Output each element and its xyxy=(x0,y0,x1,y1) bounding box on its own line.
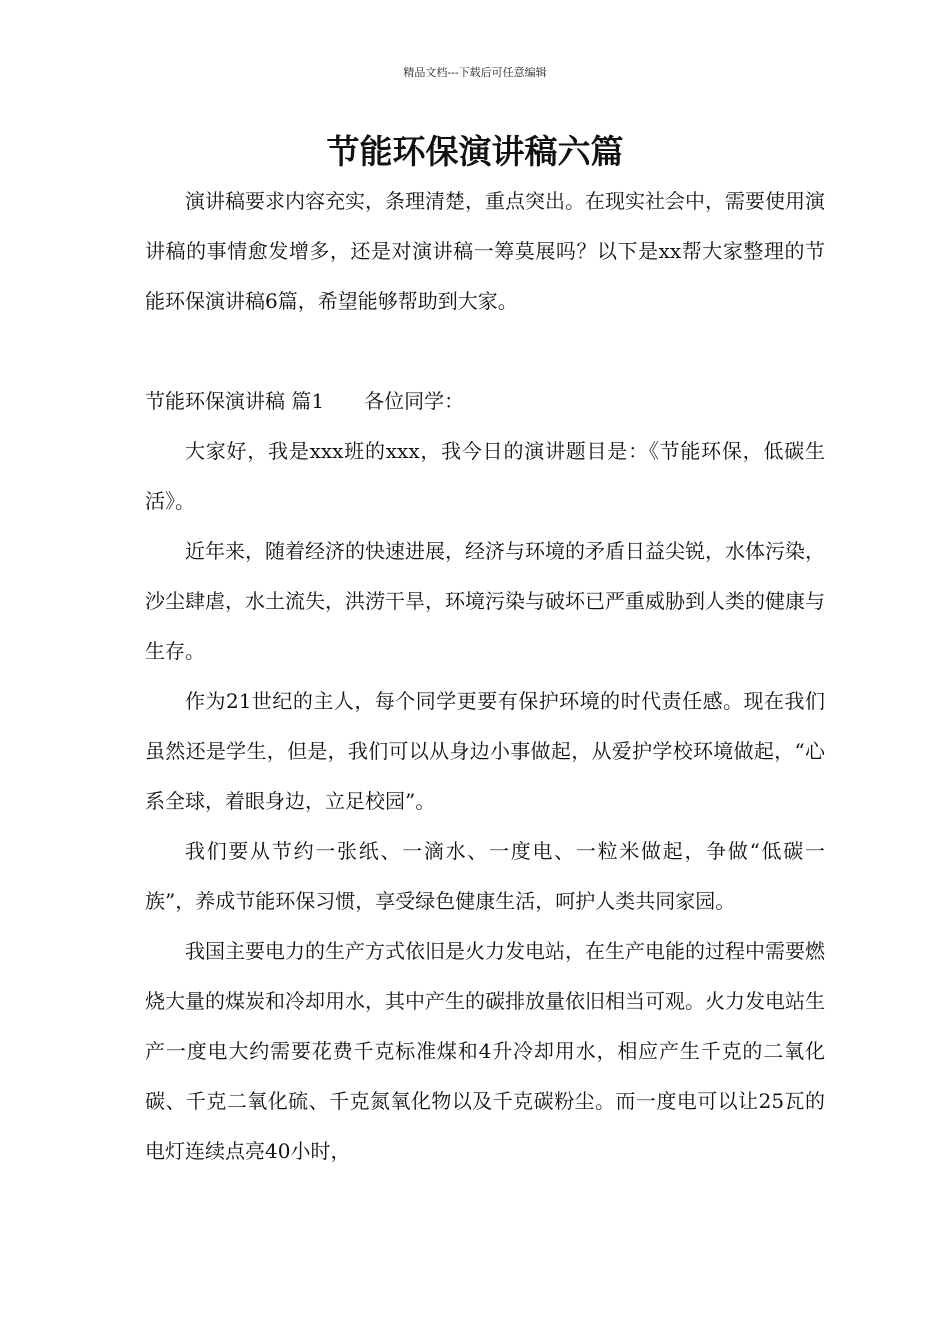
body-paragraph-3: 作为21世纪的主人，每个同学更要有保护环境的时代责任感。现在我们虽然还是学生，但是，我们可以从身边小事做起，从爱护学校环境做起，“心系全球，着眼身边，立足校园”。 xyxy=(145,689,825,813)
document-title: 节能环保演讲稿六篇 xyxy=(326,132,624,171)
body-paragraph-2: 近年来，随着经济的快速进展，经济与环境的矛盾日益尖锐，水体污染，沙尘肆虐，水土流失，洪涝干旱，环境污染与破坏已严重威胁到人类的健康与生存。 xyxy=(145,539,825,663)
paragraph-spacer xyxy=(145,326,825,376)
body-paragraph-4: 我们要从节约一张纸、一滴水、一度电、一粒米做起，争做“低碳一族”，养成节能环保习惯，享受绿色健康生活，呵护人类共同家园。 xyxy=(145,839,825,913)
section-heading: 节能环保演讲稿 篇1 xyxy=(145,389,325,413)
section-heading-line xyxy=(145,376,825,426)
body-paragraph-5: 我国主要电力的生产方式依旧是火力发电站，在生产电能的过程中需要燃烧大量的煤炭和冷却用水，其中产生的碳排放量依旧相当可观。火力发电站生产一度电大约需要花费千克标准煤和4升冷却用水，相应产生千克的二氧化碳、千克二氧化硫、千克氮氧化物以及千克碳粉尘。而一度电可以让25瓦的电灯连续点亮40小时， xyxy=(145,939,825,1163)
salutation: 各位同学： xyxy=(364,389,465,413)
intro-paragraph: 演讲稿要求内容充实，条理清楚，重点突出。在现实社会中，需要使用演讲稿的事情愈发增多，还是对演讲稿一筹莫展吗？以下是xx帮大家整理的节能环保演讲稿6篇，希望能够帮助到大家。 xyxy=(145,189,825,313)
body-paragraph-1: 大家好，我是xxx班的xxx，我今日的演讲题目是：《节能环保，低碳生活》。 xyxy=(145,439,825,513)
document-body xyxy=(145,176,825,1176)
page-header: 精品文档---下载后可任意编辑 xyxy=(403,66,547,79)
